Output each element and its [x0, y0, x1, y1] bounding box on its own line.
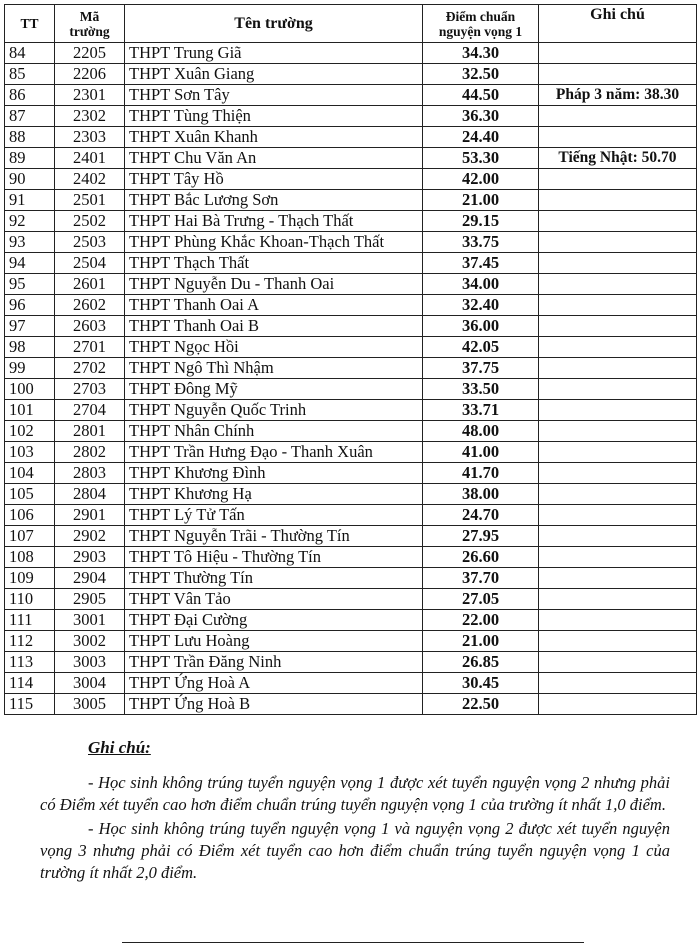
cell-diem-chuan: 34.00: [423, 274, 539, 295]
table-row: [5, 337, 697, 358]
cell-ma-truong: 2901: [55, 505, 125, 526]
cell-ten-truong: THPT Nhân Chính: [125, 421, 423, 442]
header-tt: TT: [5, 5, 55, 43]
cell-tt: 91: [5, 190, 55, 211]
cell-tt: 110: [5, 589, 55, 610]
cell-ten-truong: THPT Trần Hưng Đạo - Thanh Xuân: [125, 442, 423, 463]
cell-ma-truong: 2905: [55, 589, 125, 610]
header-ten-truong: Tên trường: [125, 5, 423, 43]
cell-diem-chuan: 33.50: [423, 379, 539, 400]
footer-divider: [122, 942, 584, 943]
cell-ten-truong: THPT Vân Tảo: [125, 589, 423, 610]
cell-ghi-chu: [539, 169, 697, 190]
cell-ghi-chu: [539, 232, 697, 253]
cell-diem-chuan: 26.60: [423, 547, 539, 568]
cell-ma-truong: 2502: [55, 211, 125, 232]
header-diem-chuan: Điểm chuẩn nguyện vọng 1: [423, 5, 539, 43]
cell-diem-chuan: 29.15: [423, 211, 539, 232]
cell-diem-chuan: 42.05: [423, 337, 539, 358]
cell-ma-truong: 2702: [55, 358, 125, 379]
cell-tt: 87: [5, 106, 55, 127]
table-row: [5, 484, 697, 505]
cell-ma-truong: 2703: [55, 379, 125, 400]
cell-ten-truong: THPT Hai Bà Trưng - Thạch Thất: [125, 211, 423, 232]
cell-tt: 97: [5, 316, 55, 337]
cell-ghi-chu: [539, 568, 697, 589]
cell-ten-truong: THPT Thanh Oai B: [125, 316, 423, 337]
cell-ghi-chu: [539, 337, 697, 358]
cell-tt: 109: [5, 568, 55, 589]
cell-ghi-chu: [539, 694, 697, 715]
cell-ten-truong: THPT Phùng Khắc Khoan-Thạch Thất: [125, 232, 423, 253]
cell-ten-truong: THPT Thạch Thất: [125, 253, 423, 274]
cell-ghi-chu: [539, 253, 697, 274]
cell-ghi-chu: [539, 631, 697, 652]
cell-tt: 111: [5, 610, 55, 631]
table-row: [5, 547, 697, 568]
cell-tt: 96: [5, 295, 55, 316]
cell-ma-truong: 3001: [55, 610, 125, 631]
cell-ma-truong: 2802: [55, 442, 125, 463]
cell-diem-chuan: 36.30: [423, 106, 539, 127]
table-row: [5, 232, 697, 253]
cell-tt: 89: [5, 148, 55, 169]
cell-diem-chuan: 30.45: [423, 673, 539, 694]
cell-ghi-chu: [539, 190, 697, 211]
cell-ghi-chu: [539, 127, 697, 148]
table-row: [5, 211, 697, 232]
cell-ma-truong: 2205: [55, 43, 125, 64]
cell-diem-chuan: 37.45: [423, 253, 539, 274]
cell-tt: 93: [5, 232, 55, 253]
cell-tt: 112: [5, 631, 55, 652]
table-row: [5, 463, 697, 484]
table-row: [5, 148, 697, 169]
cell-ten-truong: THPT Bắc Lương Sơn: [125, 190, 423, 211]
cell-tt: 94: [5, 253, 55, 274]
table-header-row: [5, 5, 697, 43]
cell-ten-truong: THPT Lưu Hoàng: [125, 631, 423, 652]
cell-diem-chuan: 21.00: [423, 631, 539, 652]
cell-tt: 90: [5, 169, 55, 190]
cell-ghi-chu: [539, 484, 697, 505]
cell-ma-truong: 2704: [55, 400, 125, 421]
cell-tt: 114: [5, 673, 55, 694]
cell-diem-chuan: 32.40: [423, 295, 539, 316]
cell-ghi-chu: [539, 610, 697, 631]
cell-ghi-chu: [539, 379, 697, 400]
table-row: [5, 526, 697, 547]
cell-tt: 108: [5, 547, 55, 568]
table-row: [5, 505, 697, 526]
cell-tt: 86: [5, 85, 55, 106]
table-row: [5, 673, 697, 694]
cell-tt: 85: [5, 64, 55, 85]
cell-ghi-chu: [539, 463, 697, 484]
cell-ghi-chu: [539, 547, 697, 568]
cell-tt: 84: [5, 43, 55, 64]
cell-ten-truong: THPT Nguyễn Quốc Trinh: [125, 400, 423, 421]
cell-ma-truong: 2501: [55, 190, 125, 211]
cell-tt: 95: [5, 274, 55, 295]
cell-diem-chuan: 41.00: [423, 442, 539, 463]
cell-ten-truong: THPT Khương Hạ: [125, 484, 423, 505]
cell-ma-truong: 2603: [55, 316, 125, 337]
cell-diem-chuan: 37.75: [423, 358, 539, 379]
table-row: [5, 358, 697, 379]
cell-ghi-chu: [539, 358, 697, 379]
cell-ten-truong: THPT Xuân Khanh: [125, 127, 423, 148]
cell-ma-truong: 2303: [55, 127, 125, 148]
header-ghi-chu: Ghi chú: [539, 5, 697, 43]
cell-ten-truong: THPT Thanh Oai A: [125, 295, 423, 316]
cell-diem-chuan: 32.50: [423, 64, 539, 85]
cell-ten-truong: THPT Chu Văn An: [125, 148, 423, 169]
cell-ma-truong: 2301: [55, 85, 125, 106]
cell-ma-truong: 2804: [55, 484, 125, 505]
header-ma-truong: Mã trường: [55, 5, 125, 43]
cell-ghi-chu: [539, 589, 697, 610]
table-row: [5, 106, 697, 127]
cell-ten-truong: THPT Xuân Giang: [125, 64, 423, 85]
cell-tt: 88: [5, 127, 55, 148]
cell-ghi-chu: [539, 211, 697, 232]
cell-diem-chuan: 53.30: [423, 148, 539, 169]
cell-diem-chuan: 24.40: [423, 127, 539, 148]
table-row: [5, 190, 697, 211]
cell-ma-truong: 3002: [55, 631, 125, 652]
cell-diem-chuan: 27.05: [423, 589, 539, 610]
table-row: [5, 253, 697, 274]
cell-ma-truong: 2504: [55, 253, 125, 274]
cell-diem-chuan: 44.50: [423, 85, 539, 106]
cell-diem-chuan: 48.00: [423, 421, 539, 442]
cell-ma-truong: 3004: [55, 673, 125, 694]
notes-title: Ghi chú:: [88, 738, 151, 757]
cell-diem-chuan: 42.00: [423, 169, 539, 190]
cell-ten-truong: THPT Đông Mỹ: [125, 379, 423, 400]
cell-diem-chuan: 33.71: [423, 400, 539, 421]
cell-ten-truong: THPT Tô Hiệu - Thường Tín: [125, 547, 423, 568]
cell-ma-truong: 3005: [55, 694, 125, 715]
cell-ma-truong: 2902: [55, 526, 125, 547]
cell-tt: 113: [5, 652, 55, 673]
note-item-2: - Học sinh không trúng tuyển nguyện vọng 1 và nguyện vọng 2 được xét tuyển nguyện vọng 3 nhưng phải có Điểm xét tuyển cao hơn điểm chuẩn trúng tuyển nguyện vọng 1 của trường ít nhất 2,0 điểm.: [40, 819, 670, 882]
cell-tt: 101: [5, 400, 55, 421]
cell-ten-truong: THPT Lý Tử Tấn: [125, 505, 423, 526]
table-row: [5, 610, 697, 631]
cell-diem-chuan: 34.30: [423, 43, 539, 64]
table-row: [5, 694, 697, 715]
cell-diem-chuan: 38.00: [423, 484, 539, 505]
cell-tt: 92: [5, 211, 55, 232]
admission-score-table: [4, 4, 697, 715]
cell-ma-truong: 2801: [55, 421, 125, 442]
cell-ghi-chu: Tiếng Nhật: 50.70: [539, 148, 697, 169]
cell-ma-truong: 2402: [55, 169, 125, 190]
table-row: [5, 589, 697, 610]
cell-tt: 107: [5, 526, 55, 547]
table-row: [5, 568, 697, 589]
cell-ghi-chu: Pháp 3 năm: 38.30: [539, 85, 697, 106]
cell-ten-truong: THPT Tây Hồ: [125, 169, 423, 190]
cell-ten-truong: THPT Thường Tín: [125, 568, 423, 589]
cell-diem-chuan: 36.00: [423, 316, 539, 337]
cell-tt: 98: [5, 337, 55, 358]
table-row: [5, 379, 697, 400]
cell-ghi-chu: [539, 421, 697, 442]
table-row: [5, 295, 697, 316]
cell-ghi-chu: [539, 295, 697, 316]
cell-diem-chuan: 27.95: [423, 526, 539, 547]
cell-ma-truong: 3003: [55, 652, 125, 673]
cell-ten-truong: THPT Đại Cường: [125, 610, 423, 631]
cell-ghi-chu: [539, 673, 697, 694]
table-row: [5, 316, 697, 337]
cell-ghi-chu: [539, 652, 697, 673]
cell-diem-chuan: 41.70: [423, 463, 539, 484]
cell-ten-truong: THPT Trung Giã: [125, 43, 423, 64]
cell-ghi-chu: [539, 316, 697, 337]
cell-ghi-chu: [539, 106, 697, 127]
cell-ghi-chu: [539, 442, 697, 463]
cell-ten-truong: THPT Ngọc Hồi: [125, 337, 423, 358]
table-row: [5, 274, 697, 295]
cell-ten-truong: THPT Ngô Thì Nhậm: [125, 358, 423, 379]
cell-tt: 104: [5, 463, 55, 484]
cell-ten-truong: THPT Ứng Hoà B: [125, 694, 423, 715]
table-row: [5, 421, 697, 442]
table-row: [5, 652, 697, 673]
table-row: [5, 400, 697, 421]
cell-ghi-chu: [539, 64, 697, 85]
cell-ma-truong: 2206: [55, 64, 125, 85]
cell-tt: 102: [5, 421, 55, 442]
cell-diem-chuan: 33.75: [423, 232, 539, 253]
cell-diem-chuan: 21.00: [423, 190, 539, 211]
cell-ma-truong: 2904: [55, 568, 125, 589]
cell-tt: 106: [5, 505, 55, 526]
cell-ten-truong: THPT Trần Đăng Ninh: [125, 652, 423, 673]
cell-ghi-chu: [539, 505, 697, 526]
table-row: [5, 43, 697, 64]
cell-ma-truong: 2302: [55, 106, 125, 127]
table-row: [5, 85, 697, 106]
cell-tt: 103: [5, 442, 55, 463]
cell-ghi-chu: [539, 274, 697, 295]
cell-ghi-chu: [539, 43, 697, 64]
cell-ten-truong: THPT Tùng Thiện: [125, 106, 423, 127]
cell-ma-truong: 2903: [55, 547, 125, 568]
table-row: [5, 64, 697, 85]
cell-ma-truong: 2602: [55, 295, 125, 316]
cell-ten-truong: THPT Ứng Hoà A: [125, 673, 423, 694]
cell-tt: 100: [5, 379, 55, 400]
cell-ghi-chu: [539, 526, 697, 547]
table-row: [5, 169, 697, 190]
cell-ten-truong: THPT Sơn Tây: [125, 85, 423, 106]
table-body: [5, 43, 697, 715]
table-row: [5, 631, 697, 652]
table-row: [5, 127, 697, 148]
table-row: [5, 442, 697, 463]
cell-ten-truong: THPT Khương Đình: [125, 463, 423, 484]
cell-tt: 99: [5, 358, 55, 379]
cell-diem-chuan: 24.70: [423, 505, 539, 526]
cell-ma-truong: 2803: [55, 463, 125, 484]
cell-diem-chuan: 26.85: [423, 652, 539, 673]
cell-tt: 105: [5, 484, 55, 505]
cell-tt: 115: [5, 694, 55, 715]
notes-section: [40, 738, 670, 886]
cell-ma-truong: 2401: [55, 148, 125, 169]
cell-diem-chuan: 22.00: [423, 610, 539, 631]
cell-ghi-chu: [539, 400, 697, 421]
cell-ma-truong: 2701: [55, 337, 125, 358]
cell-diem-chuan: 37.70: [423, 568, 539, 589]
cell-ten-truong: THPT Nguyễn Du - Thanh Oai: [125, 274, 423, 295]
note-item-1: - Học sinh không trúng tuyển nguyện vọng 1 được xét tuyển nguyện vọng 2 nhưng phải có Điểm xét tuyển cao hơn điểm chuẩn trúng tuyển nguyện vọng 1 của trường ít nhất 1,0 điểm.: [40, 773, 670, 814]
cell-ten-truong: THPT Nguyễn Trãi - Thường Tín: [125, 526, 423, 547]
cell-ma-truong: 2503: [55, 232, 125, 253]
cell-diem-chuan: 22.50: [423, 694, 539, 715]
cell-ma-truong: 2601: [55, 274, 125, 295]
